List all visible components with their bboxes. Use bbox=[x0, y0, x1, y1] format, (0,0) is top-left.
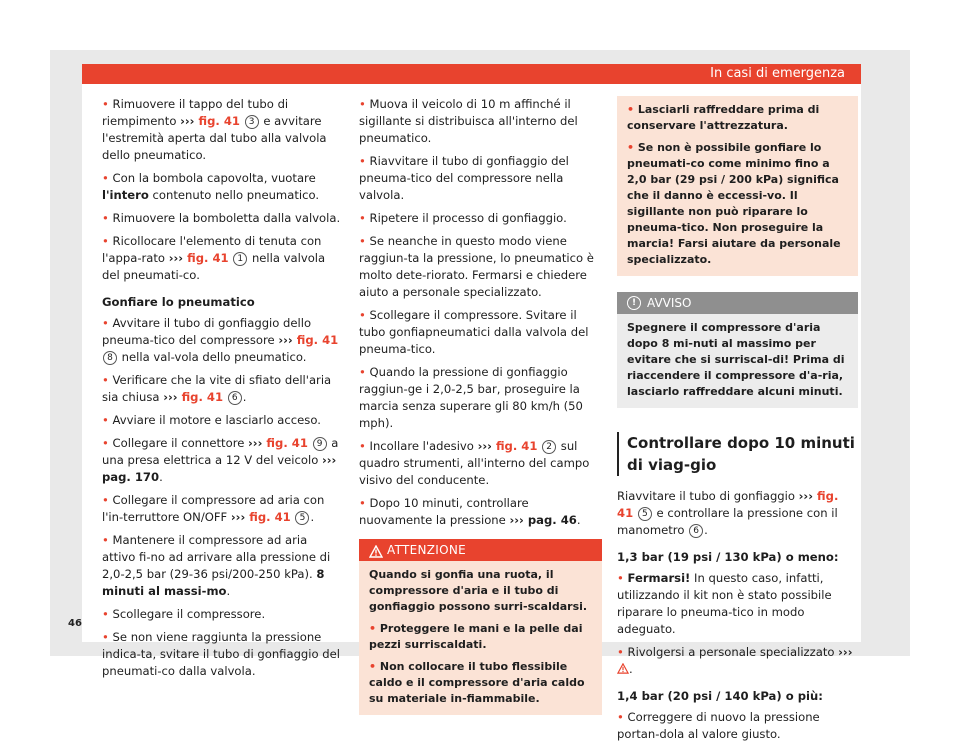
warning-continuation-box bbox=[617, 96, 858, 276]
step-empty-bottle: • Con la bombola capovolta, vuotare l'intero contenuto nello pneumatico. bbox=[102, 171, 320, 202]
warning-intro: Quando si gonfia una ruota, il compressore d'aria e il tubo di gonfiaggio possono surri-scaldarsi. bbox=[369, 568, 588, 613]
warning-ref-link[interactable]: ››› bbox=[617, 645, 852, 676]
warning-box bbox=[359, 539, 602, 715]
info-icon: ! bbox=[627, 296, 641, 310]
step-move-vehicle: • Muova il veicolo di 10 m affinché il sigillante si distribuisca all'interno del pneumatico. bbox=[359, 97, 578, 145]
warning-bullet: • Non collocare il tubo flessibile caldo e il compressore d'aria caldo su materiale in-fiammabile. bbox=[369, 660, 585, 705]
step-sticker: • Incollare l'adesivo ››› fig. 41 2 sul quadro strumenti, all'interno del campo visivo del conducente. bbox=[359, 439, 590, 487]
chapter-header bbox=[82, 64, 861, 84]
pressure-low-heading: 1,3 bar (19 psi / 130 kPa) o meno: bbox=[617, 550, 839, 564]
step-keep-running: • Mantenere il compressore ad aria attivo fi-no ad arrivare alla pressione di 2,0-2,5 bar (29-36 psi/200-250 kPa). 8 minuti al massi-mo. bbox=[102, 533, 331, 598]
callout-number: 3 bbox=[245, 115, 259, 129]
warning-bullet: • Lasciarli raffreddare prima di conservare l'attrezzatura. bbox=[627, 103, 820, 132]
step-remove-bottle: • Rimuovere la bomboletta dalla valvola. bbox=[102, 211, 341, 225]
fig-link[interactable]: ››› fig. 41 bbox=[168, 251, 229, 265]
column-2 bbox=[359, 96, 602, 715]
step-correct-pressure: • Correggere di nuovo la pressione portan-dola al valore giusto. bbox=[617, 710, 820, 741]
check-instruction: Riavvitare il tubo di gonfiaggio ››› fig. 41 5 e controllare la pressione con il manometro 6 . bbox=[617, 489, 839, 537]
warning-body bbox=[359, 561, 602, 715]
step-recheck: • Dopo 10 minuti, controllare nuovamente la pressione ››› pag. 46. bbox=[359, 496, 581, 527]
callout-number: 5 bbox=[295, 511, 309, 525]
warning-triangle-icon bbox=[369, 543, 383, 565]
step-disconnect-compressor: • Scollegare il compressore. Svitare il tubo gonfiapneumatici dalla valvola del pneuma-tico. bbox=[359, 308, 589, 356]
warning-title: ATTENZIONE bbox=[387, 543, 467, 557]
callout-number: 6 bbox=[228, 391, 242, 405]
fig-link[interactable]: ››› fig. 41 bbox=[163, 390, 224, 404]
warning-bullet: • Se non è possibile gonfiare lo pneumati-co come minimo fino a 2,0 bar (29 psi / 200 kPa) significa che il danno è eccessi-vo. Il sigillante non può riparare lo pneuma-tico. Non proseguire la marcia! Farsi aiutare da personale specializzato. bbox=[627, 141, 841, 266]
step-contact-service: • Rivolgersi a personale specializzato ››› . bbox=[617, 645, 853, 676]
pressure-ok-heading: 1,4 bar (20 psi / 140 kPa) o più: bbox=[617, 689, 823, 703]
step-disconnect: • Scollegare il compressore. bbox=[102, 607, 266, 621]
callout-number: 9 bbox=[313, 437, 327, 451]
notice-box bbox=[617, 292, 858, 408]
fig-link[interactable]: ››› fig. 41 bbox=[180, 114, 240, 128]
callout-number: 2 bbox=[542, 440, 556, 454]
notice-body: Spegnere il compressore d'aria dopo 8 mi-nuti al massimo per evitare che si surriscal-di! Prima di riaccendere il compressore d'a-ria, lasciarlo raffreddare alcuni minuti. bbox=[627, 321, 845, 398]
fig-link[interactable]: ››› fig. 41 bbox=[278, 333, 339, 347]
warning-bullet: • Proteggere le mani e la pelle dai pezzi surriscaldati. bbox=[369, 622, 583, 651]
step-get-help: • Se neanche in questo modo viene raggiun-ta la pressione, lo pneumatico è molto dete-riorato. Fermarsi e chiedere aiuto a personale specializzato. bbox=[359, 234, 594, 299]
callout-number: 6 bbox=[689, 524, 703, 538]
fig-link[interactable]: ››› fig. 41 bbox=[230, 510, 291, 524]
step-unscrew: • Se non viene raggiunta la pressione indica-ta, svitare il tubo di gonfiaggio del pneumati-co dalla valvola. bbox=[102, 630, 341, 678]
notice-header bbox=[617, 292, 858, 314]
step-check-vent: • Verificare che la vite di sfiato dell'aria sia chiusa ››› fig. 41 6 . bbox=[102, 373, 332, 404]
step-reinsert-core: • Ricollocare l'elemento di tenuta con l'appa-rato ››› fig. 41 1 nella valvola del pneumati-co. bbox=[102, 234, 326, 282]
section-heading-inflate: Gonfiare lo pneumatico bbox=[102, 295, 255, 309]
step-screw-hose: • Avvitare il tubo di gonfiaggio dello pneuma-tico del compressore ››› fig. 41 8 nella val-vola dello pneumatico. bbox=[102, 316, 339, 364]
warning-header bbox=[359, 539, 602, 561]
step-remove-cap: • Rimuovere il tappo del tubo di riempimento ››› fig. 41 3 e avvitare l'estremità aperta dal tubo alla valvola dello pneumatico. bbox=[102, 97, 327, 162]
warning-triangle-icon bbox=[617, 663, 629, 674]
notice-title: AVVISO bbox=[647, 296, 692, 310]
section-title: Controllare dopo 10 minuti di viag-gio bbox=[617, 432, 858, 476]
callout-number: 1 bbox=[233, 252, 247, 266]
column-3 bbox=[617, 96, 858, 749]
fig-link[interactable]: ››› fig. 41 bbox=[477, 439, 538, 453]
fig-link[interactable]: ››› fig. 41 bbox=[617, 489, 839, 520]
callout-number: 5 bbox=[638, 507, 652, 521]
column-1 bbox=[102, 96, 342, 686]
page-number: 46 bbox=[68, 618, 82, 629]
page-link[interactable]: ››› pag. 170 bbox=[102, 453, 337, 484]
page-link[interactable]: ››› pag. 46 bbox=[509, 513, 577, 527]
step-start-engine: • Avviare il motore e lasciarlo acceso. bbox=[102, 413, 321, 427]
step-rescrew: • Riavvitare il tubo di gonfiaggio del pneuma-tico del compressore nella valvola. bbox=[359, 154, 569, 202]
chapter-title: In casi di emergenza bbox=[710, 66, 845, 81]
step-stop: • Fermarsi! In questo caso, infatti, utilizzando il kit non è stato possibile riparare lo pneuma-tico in modo adeguato. bbox=[617, 571, 832, 636]
step-continue-driving: • Quando la pressione di gonfiaggio raggiun-ge i 2,0-2,5 bar, proseguire la marcia senza superare gli 80 km/h (50 mph). bbox=[359, 365, 583, 430]
callout-number: 8 bbox=[103, 351, 117, 365]
step-switch-on: • Collegare il compressore ad aria con l'in-terruttore ON/OFF ››› fig. 41 5 . bbox=[102, 493, 325, 524]
step-connect-plug: • Collegare il connettore ››› fig. 41 9 a una presa elettrica a 12 V del veicolo ››› pag. 170. bbox=[102, 436, 339, 484]
step-repeat: • Ripetere il processo di gonfiaggio. bbox=[359, 211, 567, 225]
fig-link[interactable]: ››› fig. 41 bbox=[248, 436, 308, 450]
